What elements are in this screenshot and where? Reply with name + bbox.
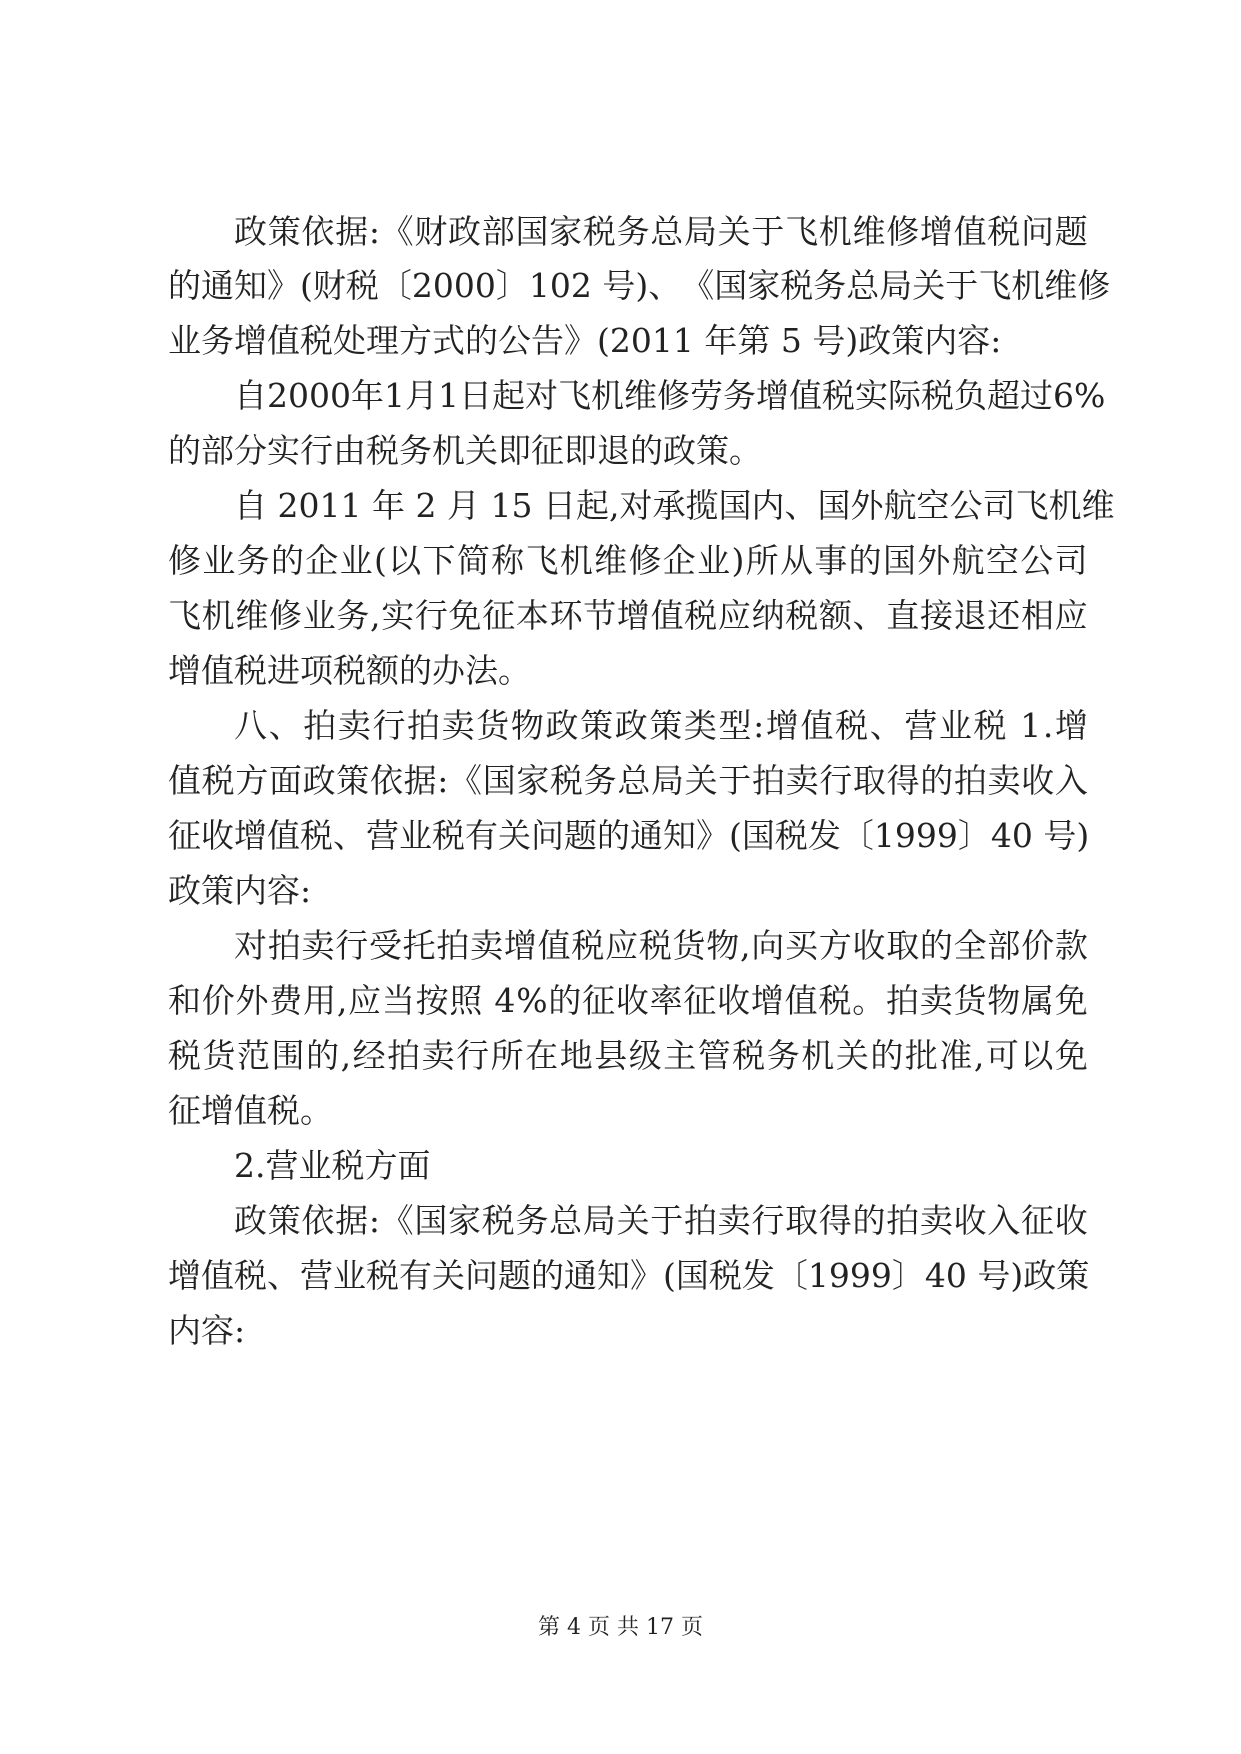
- paragraph-3-line-1: 自 2 0 1 1 年 2 月 1 5 日 起 , 对 承 揽 国 内 、 国 外 航 空 公 司 飞 机 维: [234, 486, 1115, 525]
- paragraph-3-line-2: 修 业 务 的 企 业 ( 以 下 简 称 飞 机 维 修 企 业 ) 所 从 事 的 国 外 航 空 公 司: [168, 541, 1088, 580]
- paragraph-5-line-4: 征增值税。: [168, 1091, 333, 1130]
- paragraph-5-line-1: 对 拍 卖 行 受 托 拍 卖 增 值 税 应 税 货 物 , 向 买 方 收 取 的 全 部 价 款: [234, 926, 1088, 965]
- paragraph-4-line-2: 值 税 方 面 政 策 依 据 : 《 国 家 税 务 总 局 关 于 拍 卖 行 取 得 的 拍 卖 收 入: [168, 761, 1088, 800]
- paragraph-3-line-3: 飞 机 维 修 业 务 , 实 行 免 征 本 环 节 增 值 税 应 纳 税 额 、 直 接 退 还 相 应: [168, 596, 1088, 635]
- paragraph-1-line-3: 业务增值税处理方式的公告》(2011 年第 5 号)政策内容:: [168, 321, 1002, 360]
- paragraph-4-line-4: 政策内容:: [168, 871, 312, 910]
- paragraph-1-line-2: 的 通 知 》 ( 财 税 〔 2 0 0 0 〕 1 0 2 号 ) 、 《 国 家 税 务 总 局 关 于 飞 机 维 修: [168, 266, 1111, 305]
- page-number-footer: 第 4 页 共 17 页: [538, 1615, 703, 1640]
- paragraph-3-line-4: 增值税进项税额的办法。: [168, 651, 531, 690]
- paragraph-7-line-2: 增 值 税 、 营 业 税 有 关 问 题 的 通 知 》 ( 国 税 发 〔 1 9 9 9 〕 4 0 号 ) 政 策: [168, 1256, 1090, 1295]
- paragraph-7-line-1: 政 策 依 据 : 《 国 家 税 务 总 局 关 于 拍 卖 行 取 得 的 拍 卖 收 入 征 收: [234, 1201, 1088, 1240]
- paragraph-5-line-3: 税 货 范 围 的 , 经 拍 卖 行 所 在 地 县 级 主 管 税 务 机 关 的 批 准 , 可 以 免: [168, 1036, 1088, 1075]
- paragraph-1-line-1: 政 策 依 据 : 《 财 政 部 国 家 税 务 总 局 关 于 飞 机 维 修 增 值 税 问 题: [234, 212, 1088, 251]
- paragraph-7-line-3: 内容:: [168, 1311, 246, 1350]
- paragraph-4-line-1: 八 、 拍 卖 行 拍 卖 货 物 政 策 政 策 类 型 : 增 值 税 、 营 业 税 1 . 增: [234, 706, 1088, 745]
- paragraph-2-line-2: 的部分实行由税务机关即征即退的政策。: [168, 431, 762, 470]
- paragraph-4-line-3: 征 收 增 值 税 、 营 业 税 有 关 问 题 的 通 知 》 ( 国 税 发 〔 1 9 9 9 〕 4 0 号 ): [168, 816, 1090, 855]
- paragraph-2-line-1: 自 2 0 0 0 年 1 月 1 日 起 对 飞 机 维 修 劳 务 增 值 税 实 际 税 负 超 过 6 %: [234, 376, 1106, 415]
- paragraph-5-line-2: 和 价 外 费 用 , 应 当 按 照 4 % 的 征 收 率 征 收 增 值 税 。 拍 卖 货 物 属 免: [168, 981, 1088, 1020]
- paragraph-6-line-1: 2.营业税方面: [234, 1146, 431, 1185]
